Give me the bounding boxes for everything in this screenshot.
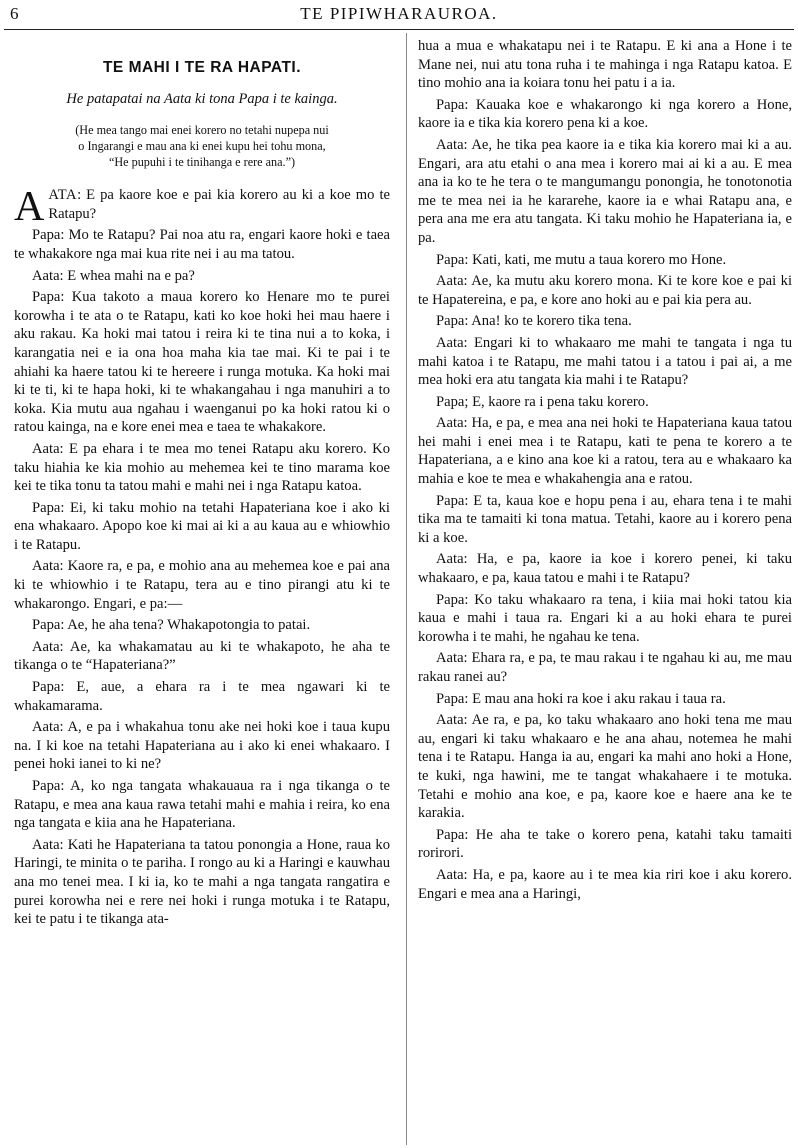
left-column-body (14, 226, 390, 928)
dialogue-paragraph: Aata: Kati he Hapateriana ta tatou ponongia a Hone, raua ko Haringi, te minita o te pariha. I rongo au ki a Haringi e kauwhau ana mo tenei mea. I ki ia, ko te mahi a nga tangata rangatira e purei korowha nei e rere nei hoki i runga motuka i te Ratapu, kei te patu i te tikanga ata- (14, 836, 390, 928)
source-note (14, 122, 390, 170)
dialogue-paragraph: Papa: Ae, he aha tena? Whakapotongia to patai. (32, 617, 311, 634)
dialogue-paragraph: Papa: Kati, kati, me mutu a taua korero mo Hone. (436, 251, 727, 268)
dialogue-paragraph: Papa: He aha te take o korero pena, katahi taku tamaiti rorirori. (418, 826, 792, 862)
dialogue-paragraph: Papa: Ei, ki taku mohio na tetahi Hapateriana koe i ako ki ena whakaaro. Apopo koe ki mai ai ki a au kaua au e whiowhio i te Ratapu. (14, 499, 390, 553)
dialogue-paragraph: Aata: Ehara ra, e pa, te mau rakau i te ngahau ki au, me mau rakau ranei au? (418, 650, 792, 685)
right-column (418, 37, 792, 906)
running-title: TE PIPIWHARAUROA. (300, 4, 498, 23)
header-rule (4, 29, 794, 30)
first-paragraph-text: : E pa kaore koe e pai kia korero au ki a koe mo te Ratapu? (48, 187, 390, 222)
opening-paragraph (14, 184, 390, 231)
dialogue-paragraph: Aata: Ha, e pa, kaore ia koe i korero penei, ki taku whakaaro, e pa, kaua tatou e mahi i te Ratapu? (418, 551, 792, 587)
page-number: 6 (10, 4, 19, 23)
first-speaker: ATA (48, 187, 78, 204)
dialogue-paragraph: Aata: Ae, ka mutu aku korero mona. Ki te kore koe e pai ki te Hapatereina, e pa, e kore ano hoki au e pai kia pera au. (418, 273, 792, 308)
dialogue-paragraph: Papa: E mau ana hoki ra koe i aku rakau i taua ra. (436, 690, 726, 707)
dialogue-paragraph: Aata: E whea mahi na e pa? (32, 267, 195, 284)
dialogue-paragraph: Papa: Kua takoto a maua korero ko Henare mo te purei korowha i te ata o te Ratapu, kati ko koe hoki hei mau haere i aku rakau. Ka hoki mai tatou i reira ki te tina nui a to koka, i karangatia nei e ia ona hoa maha kia tae mai. Ki te pai i te ahiahi ka haere tatou ki te hereere i runga motuka. Ka hoki mai ki te ti, ki te hapa hoki, ki te whakangahau i nga manuhiri a to koka. Kia mutu aua ngahau i waenganui po ka hoki ratou ki o ratou kainga, na e kore enei mea e taea te whakakore. (14, 289, 390, 436)
dialogue-paragraph: Aata: Ae, ka whakamatau au ki te whakapoto, he aha te tikanga o te “Hapateriana?” (14, 638, 390, 674)
dialogue-paragraph: Papa; E, kaore ra i pena taku korero. (436, 393, 649, 410)
dialogue-paragraph: Aata: E pa ehara i te mea mo tenei Ratapu aku korero. Ko taku hiahia ke kia mohio au mehemea kei te tino marama koe kei te tika tonu ta tatou mahi e mahi nei i nga Ratapu katoa. (14, 440, 390, 495)
left-column (14, 37, 390, 932)
source-note-line: “He pupuhi i te tinihanga e rere ana.”) (108, 155, 296, 170)
column-divider (406, 33, 407, 1145)
dialogue-paragraph: Papa: E ta, kaua koe e hopu pena i au, ehara tena i te mahi tika ma te tamaiti ki tona matua. Tetahi, kaore au i korero pena ki a koe. (418, 492, 792, 546)
dialogue-paragraph: Papa: Kauaka koe e whakarongo ki nga korero a Hone, kaore ia e tika kia korero pena ki a koe. (418, 96, 792, 132)
dialogue-paragraph: Aata: Engari ki to whakaaro me mahi te tangata i nga tu mahi katoa i te Ratapu, me mahi tatou i a tatou i pai ai, a me mea hoki era atu tangata kia mahi i te Ratapu? (418, 334, 792, 389)
right-column-body (418, 37, 792, 903)
dialogue-paragraph: hua a mua e whakatapu nei i te Ratapu. E ki ana a Hone i te Mane nei, nui atu tona ruha i te mahinga i nga Ratapu katoa. E tino mohio ana ia koiara tonu hei patu i a ia. (418, 38, 792, 92)
dialogue-paragraph: Papa: E, aue, a ehara ra i te mea ngawari ki te whakamarama. (14, 679, 390, 714)
dialogue-paragraph: Aata: Ae, he tika pea kaore ia e tika kia korero mai ki a au. Engari, ara atu etahi o ana mea i korero mai ai ki a au. E mea ana ia ko te he tera o te mangumangu ponongia, he tonotonotia me te mea nei ia he kararehe, kaore ia e whai Ratapu ana, e pera ana me era atu tangata. Ki taku mohio he Hapateriana ia, e pa. (418, 136, 792, 246)
article-subtitle: He patapatai na Aata ki tona Papa i te kainga. (66, 90, 338, 107)
dialogue-paragraph: Aata: Ha, e pa, e mea ana nei hoki te Hapateriana kaua tatou hei mahi i enei mea i te Ratapu, kati te pena te korero a te Hapateriana, a e kino ana koe ki a ratou, tera au e whakaaro ka mahia e koe te mea e whakahengia ana e ratou. (418, 415, 792, 488)
dialogue-paragraph: Papa: Ko taku whakaaro ra tena, i kiia mai hoki tatou kia kaua e mahi i taua ra. Engari ki a au hoki ehara te purei korowha i te mahi, he ngahau ke tena. (418, 591, 792, 645)
dialogue-paragraph: Papa: Mo te Ratapu? Pai noa atu ra, engari kaore hoki e taea te whakakore nga mai kua rite nei i au ma tatou. (14, 227, 390, 262)
dialogue-paragraph: Aata: Kaore ra, e pa, e mohio ana au mehemea koe e pai ana ki te whiowhio i te Ratapu, tera au e tino pirangi atu ki te whakarongo. Engari, e pa:— (14, 558, 390, 612)
source-note-line: o Ingarangi e mau ana ki enei kupu hei tohu mona, (78, 139, 326, 154)
dialogue-paragraph: Papa: Ana! ko te korero tika tena. (436, 313, 632, 330)
drop-cap: A (14, 184, 45, 231)
dialogue-paragraph: Aata: Ae ra, e pa, ko taku whakaaro ano hoki tena me mau au, engari ki taku whakaaro e he ana ahau, notemea he mahi tena i te Ratapu. Hanga ia au, engari ka mahi ano hoki a Hone, te kuki, nga hawini, me te tangat whakahaere i te motuka. Tetahi e mohio ana koe, e pa, kaore koe e haere ana ke te karakia. (418, 712, 792, 822)
dialogue-paragraph: Papa: A, ko nga tangata whakauaua ra i nga tikanga o te Ratapu, e mea ana kaua rawa tetahi mahi e mahia i reira, ko ena nga tangata e kiia ana he Hapateriana. (14, 778, 390, 832)
dialogue-paragraph: Aata: Ha, e pa, kaore au i te mea kia riri koe i aku korero. Engari e mea ana a Haringi, (418, 866, 792, 902)
source-note-line: (He mea tango mai enei korero no tetahi nupepa nui (75, 123, 329, 138)
article-title: TE MAHI I TE RA HAPATI. (102, 59, 302, 76)
dialogue-paragraph: Aata: A, e pa i whakahua tonu ake nei hoki koe i taua kupu na. I ki koe na tetahi Hapateriana au i ako ki enei whakaaro. I penei hoki ianei to ki ne? (14, 719, 390, 773)
